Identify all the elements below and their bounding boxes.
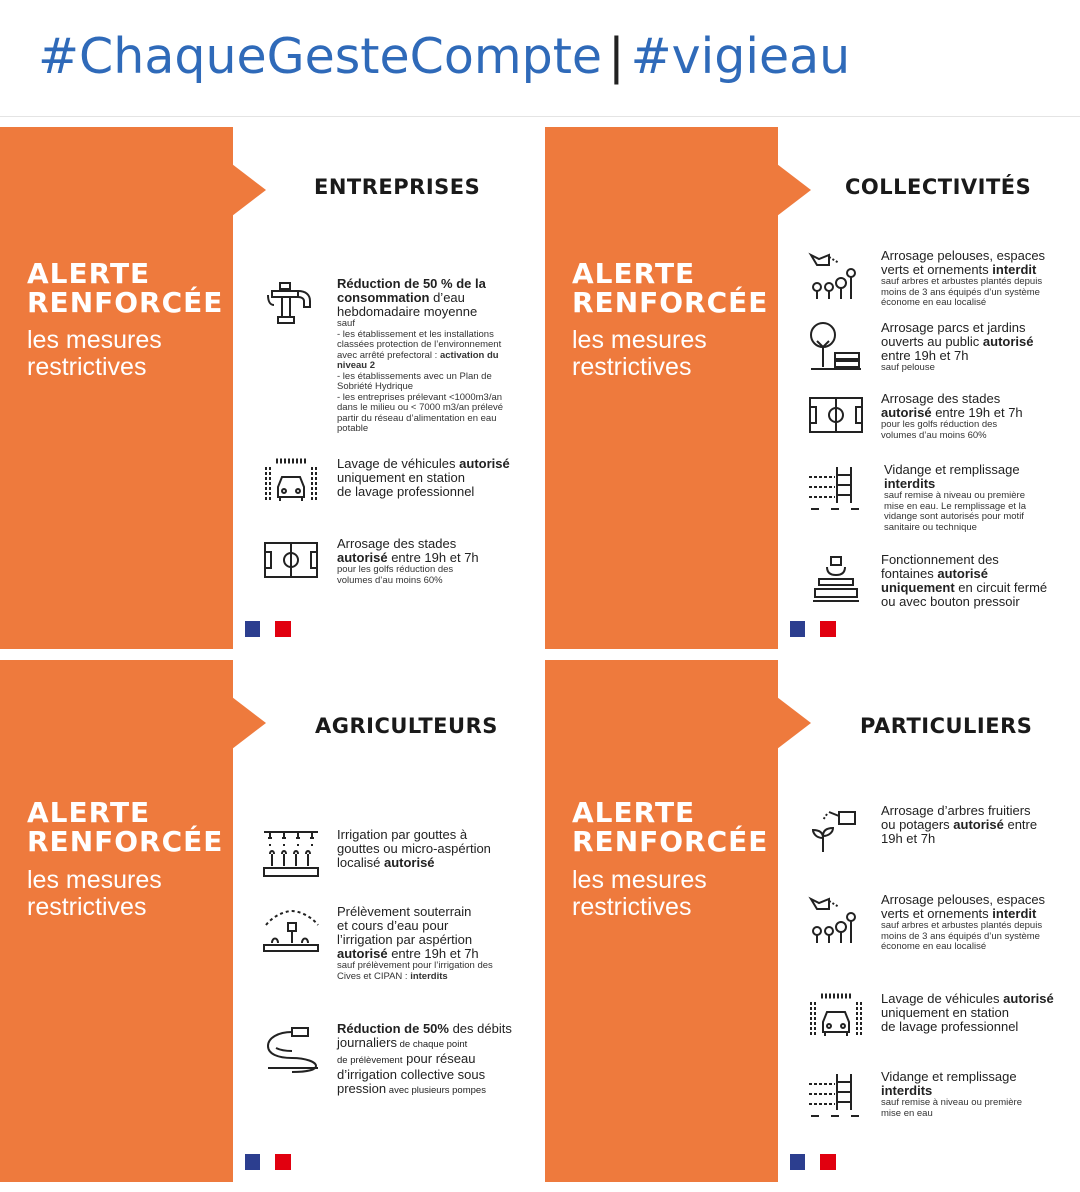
item-text: l’irrigation par aspértion <box>337 932 473 947</box>
french-flag-logo <box>245 1154 291 1170</box>
car-wash-icon <box>807 992 869 1044</box>
item-text-bold: autorisé <box>953 817 1004 832</box>
panel-entreprises <box>0 127 535 649</box>
item-text-bold: autorisé <box>1003 991 1054 1006</box>
item-text: pour réseau <box>402 1051 476 1066</box>
panel-title: COLLECTIVITÉS <box>845 175 1032 199</box>
item-text-bold: autorisé <box>383 855 435 870</box>
item-text-bold: autorisé <box>459 456 510 471</box>
item-text: Arrosage parcs et jardins <box>881 320 1026 335</box>
item-note: volumes d’au moins 60% <box>337 574 443 586</box>
item-note: économe en eau localisé <box>881 941 987 952</box>
item-note: sauf <box>337 318 355 329</box>
banner-arrow <box>777 164 811 216</box>
stadium-field-icon <box>262 537 324 589</box>
item-text: 19h et 7h <box>881 831 936 846</box>
park-tree-bench-icon <box>807 321 869 373</box>
alert-banner <box>545 127 778 649</box>
sub-line1: les mesures <box>572 326 707 354</box>
alert-line1: ALERTE <box>572 796 696 829</box>
hashtag-separator: | <box>608 28 625 85</box>
item-text-bold: autorisé <box>937 566 988 581</box>
pool-ladder-icon <box>807 463 869 515</box>
sub-line2: restrictives <box>27 893 147 921</box>
item-text-bold: interdits <box>881 1083 933 1098</box>
item-text: entre <box>1003 817 1038 832</box>
alert-line2: RENFORCÉE <box>27 286 224 319</box>
item-note: sauf arbres et arbustes plantés depuis <box>881 276 1043 287</box>
item-note: sanitaire ou technique <box>884 521 977 533</box>
sub-line1: les mesures <box>27 866 162 894</box>
sprinkler-icon <box>262 905 324 957</box>
item-text: verts et ornements <box>881 262 993 277</box>
alert-line1: ALERTE <box>572 257 696 290</box>
item-text: des débits <box>448 1021 512 1036</box>
fountain-icon <box>807 553 869 605</box>
item-note: avec plusieurs pompes <box>386 1085 486 1096</box>
item-text: entre 19h et 7h <box>881 348 969 363</box>
alert-line1: ALERTE <box>27 257 151 290</box>
sub-line1: les mesures <box>27 326 162 354</box>
item-text: en circuit fermé <box>954 580 1048 595</box>
alert-line2: RENFORCÉE <box>572 286 769 319</box>
item-note: sauf remise à niveau ou première <box>884 490 1025 501</box>
alert-line1: ALERTE <box>27 796 151 829</box>
item-text-bold: consommation <box>337 290 430 305</box>
alert-title <box>27 259 223 317</box>
watering-can-plant-icon <box>807 804 869 856</box>
item-note: économe en eau localisé <box>881 297 987 308</box>
item-text: Arrosage pelouses, espaces <box>881 248 1046 263</box>
hashtag-chaquegestecompte[interactable]: #ChaqueGesteCompte <box>38 28 603 85</box>
sub-line2: restrictives <box>572 353 692 381</box>
item-text: uniquement en station <box>337 470 465 485</box>
item-text-bold: interdits <box>884 476 936 491</box>
item-note: vidange sont autorisés pour motif <box>884 511 1024 522</box>
item-note: dans le milieu ou < 7000 m3/an prélevé <box>337 402 504 413</box>
item-text: Prélèvement souterrain <box>337 904 472 919</box>
item-text: entre 19h et 7h <box>387 550 479 565</box>
item-text: gouttes ou micro-aspértion <box>337 841 491 856</box>
alert-subtitle <box>572 327 707 381</box>
panel-title: AGRICULTEURS <box>315 714 498 738</box>
item-text-bold: autorisé <box>337 550 388 565</box>
hose-icon <box>262 1022 324 1074</box>
post-header <box>0 0 1080 117</box>
alert-title <box>572 798 768 856</box>
item-text: localisé <box>337 855 384 870</box>
item-note: mise en eau. Le remplissage et la <box>884 500 1027 512</box>
banner-arrow <box>232 164 266 216</box>
item-text: Arrosage des stades <box>881 391 1001 406</box>
item-text-bold: autorisé <box>982 334 1034 349</box>
faucet-icon <box>262 277 324 329</box>
item-text-bold: Réduction de 50% <box>337 1021 449 1036</box>
item-note-bold: niveau 2 <box>337 360 376 371</box>
item-text: Arrosage pelouses, espaces <box>881 892 1046 907</box>
item-text: verts et ornements <box>881 906 993 921</box>
item-note: potable <box>337 423 369 434</box>
item-text: Lavage de véhicules <box>881 991 1004 1006</box>
item-note: partir du réseau d’alimentation en eau <box>337 412 497 424</box>
pool-ladder-icon <box>807 1070 869 1122</box>
item-text-bold: interdit <box>992 906 1037 921</box>
item-text: entre 19h et 7h <box>931 405 1023 420</box>
item-note: - les établissements avec un Plan de <box>337 370 492 382</box>
french-flag-logo <box>790 1154 836 1170</box>
item-text: journaliers <box>337 1035 397 1050</box>
item-text: Lavage de véhicules <box>337 456 460 471</box>
item-text: Arrosage d’arbres fruitiers <box>881 803 1031 818</box>
item-text: ouverts au public <box>881 334 983 349</box>
item-note: - les entreprises prélevant <1000m3/an <box>337 391 503 403</box>
item-note: sauf pelouse <box>881 362 935 373</box>
watering-can-flowers-icon <box>807 893 869 945</box>
alert-banner <box>545 660 778 1182</box>
item-note: sauf arbres et arbustes plantés depuis <box>881 920 1043 931</box>
alert-banner <box>0 660 233 1182</box>
alert-line2: RENFORCÉE <box>572 825 769 858</box>
alert-line2: RENFORCÉE <box>27 825 224 858</box>
item-note: de prélèvement <box>337 1055 403 1066</box>
french-flag-logo <box>790 621 836 637</box>
item-text: Réduction de 50 % de la <box>337 276 486 291</box>
item-text: uniquement en station <box>881 1005 1009 1020</box>
item-text-bold: autorisé <box>881 405 932 420</box>
alert-banner <box>0 127 233 649</box>
panel-title: ENTREPRISES <box>314 175 481 199</box>
sub-line2: restrictives <box>27 353 147 381</box>
alert-subtitle <box>572 867 707 921</box>
panel-agriculteurs <box>0 660 535 1182</box>
hashtags-line <box>38 28 850 86</box>
item-note: classées protection de l’environnement <box>337 339 502 350</box>
sub-line1: les mesures <box>572 866 707 894</box>
item-text-bold: autorisé <box>337 946 388 961</box>
panel-particuliers <box>545 660 1080 1182</box>
alert-subtitle <box>27 867 162 921</box>
item-note-bold: interdits <box>410 970 448 982</box>
item-text: Arrosage des stades <box>337 536 457 551</box>
watering-can-flowers-icon <box>807 249 869 301</box>
item-text: pression <box>337 1081 387 1096</box>
alert-title <box>572 259 768 317</box>
french-flag-logo <box>245 621 291 637</box>
item-note-bold: activation du <box>439 349 499 361</box>
item-text: de lavage professionnel <box>337 484 475 499</box>
item-text: et cours d’eau pour <box>337 918 449 933</box>
panel-collectivites <box>545 127 1080 649</box>
item-note: pour les golfs réduction des <box>337 564 454 575</box>
item-text: fontaines <box>881 566 938 581</box>
item-note: avec arrêté prefectoral : <box>337 349 440 361</box>
item-text: Irrigation par gouttes à <box>337 827 468 842</box>
item-text: entre 19h et 7h <box>387 946 479 961</box>
banner-arrow <box>777 697 811 749</box>
item-text-bold: uniquement <box>881 580 955 595</box>
car-wash-icon <box>262 457 324 509</box>
item-text: d’eau <box>429 290 465 305</box>
sub-line2: restrictives <box>572 893 692 921</box>
alert-subtitle <box>27 327 162 381</box>
item-text: ou avec bouton pressoir <box>881 594 1020 609</box>
item-note: sauf remise à niveau ou première <box>881 1097 1022 1108</box>
item-note: mise en eau <box>881 1107 933 1119</box>
stadium-field-icon <box>807 392 869 444</box>
item-note: volumes d’au moins 60% <box>881 429 987 441</box>
item-text: ou potagers <box>881 817 954 832</box>
item-note: sauf prélèvement pour l’irrigation des <box>337 960 493 971</box>
item-text: de lavage professionnel <box>881 1019 1019 1034</box>
item-note: - les établissement et les installations <box>337 328 494 340</box>
item-note: pour les golfs réduction des <box>881 419 998 430</box>
drip-irrigation-icon <box>262 828 324 880</box>
item-text-bold: interdit <box>992 262 1037 277</box>
item-text: Vidange et remplissage <box>884 462 1020 477</box>
item-note: Cives et CIPAN : <box>337 970 411 982</box>
item-note: moins de 3 ans équipés d’un système <box>881 286 1040 298</box>
hashtag-vigieau[interactable]: #vigieau <box>630 28 851 85</box>
item-text: Vidange et remplissage <box>881 1069 1017 1084</box>
item-note: Sobriété Hydrique <box>337 381 414 392</box>
alert-title <box>27 798 223 856</box>
item-text: hebdomadaire moyenne <box>337 304 478 319</box>
item-text: Fonctionnement des <box>881 552 999 567</box>
item-text: d’irrigation collective sous <box>337 1067 486 1082</box>
banner-arrow <box>232 697 266 749</box>
panel-title: PARTICULIERS <box>860 714 1033 738</box>
item-note: moins de 3 ans équipés d’un système <box>881 930 1040 942</box>
item-note: de chaque point <box>396 1039 468 1050</box>
